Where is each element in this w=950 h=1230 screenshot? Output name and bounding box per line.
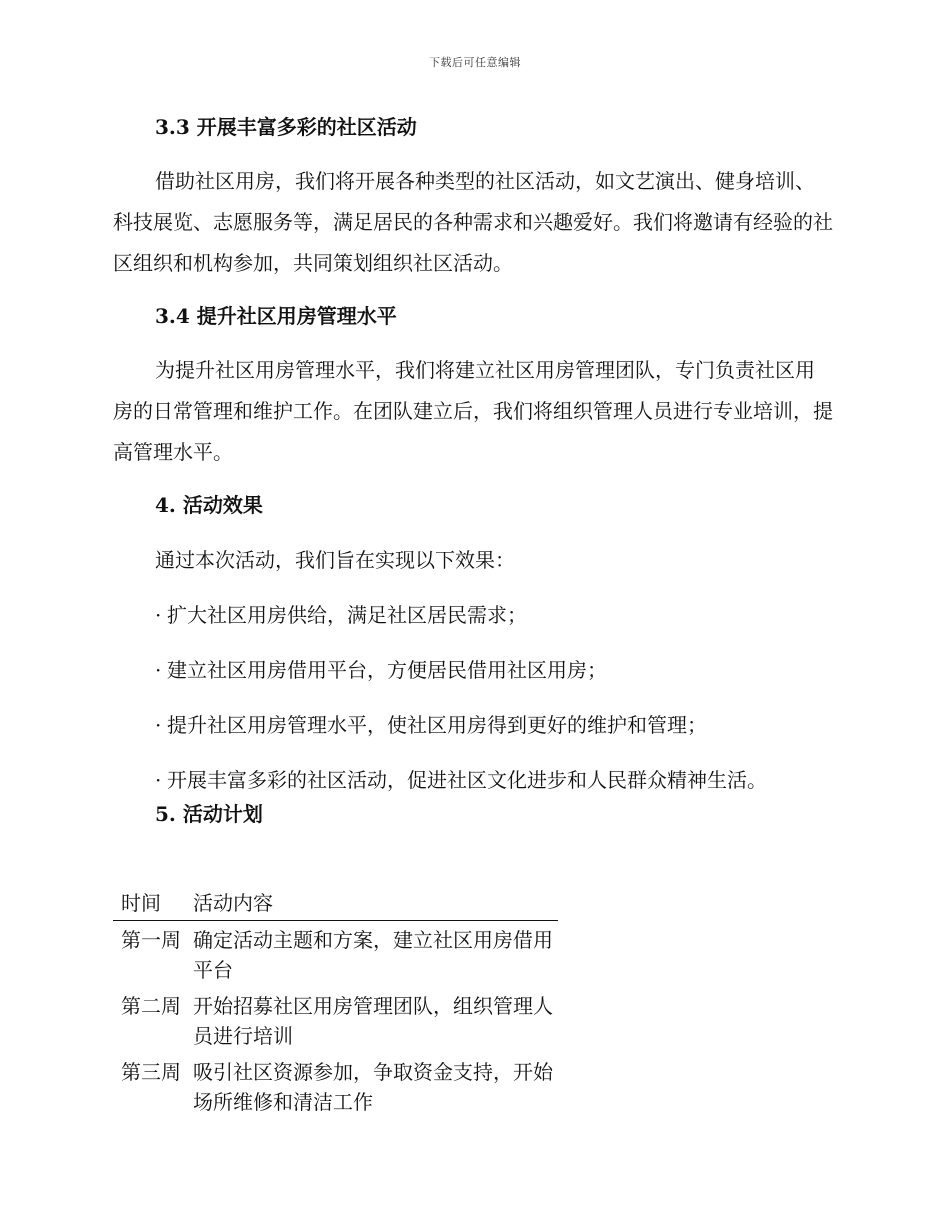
list-item: · 开展丰富多彩的社区活动，促进社区文化进步和人民群众精神生活。 [113,763,833,797]
table-header-content: 活动内容 [185,884,558,921]
table-header-time: 时间 [113,884,185,921]
effects-list [113,598,833,797]
section-4-intro: 通过本次活动，我们旨在实现以下效果： [155,548,515,572]
section-heading-3-4: 3.4 提升社区用房管理水平 [155,304,397,328]
bullet-dot: · [155,713,162,737]
table-header-row [113,884,558,921]
list-item: · 提升社区用房管理水平，使社区用房得到更好的维护和管理； [113,708,833,742]
table-row [113,1053,558,1119]
section-heading-3-3: 3.3 开展丰富多彩的社区活动 [155,115,417,139]
table-cell-time: 第三周 [121,1060,181,1084]
section-heading-4: 4. 活动效果 [155,493,263,517]
bullet-dot: · [155,658,162,682]
table-row [113,921,558,988]
section-3-3-paragraph: 借助社区用房，我们将开展各种类型的社区活动，如文艺演出、健身培训、科技展览、志愿服务等，满足居民的各种需求和兴趣爱好。我们将邀请有经验的社区组织和机构参加，共同策划组织社区活动。 [113,169,833,275]
table-cell-time: 第一周 [121,928,181,952]
section-3-4-paragraph: 为提升社区用房管理水平，我们将建立社区用房管理团队，专门负责社区用房的日常管理和维护工作。在团队建立后，我们将组织管理人员进行专业培训，提高管理水平。 [113,358,833,464]
list-item: · 建立社区用房借用平台，方便居民借用社区用房； [113,653,833,687]
table-cell-content: 开始招募社区用房管理团队，组织管理人员进行培训 [193,994,553,1048]
table-cell-time: 第二周 [121,994,181,1018]
bullet-dot: · [155,603,162,627]
list-item: · 扩大社区用房供给，满足社区居民需求； [113,598,833,632]
page-header: 下载后可任意编辑 [429,56,521,69]
table-cell-content: 吸引社区资源参加，争取资金支持，开始场所维修和清洁工作 [193,1060,553,1114]
table-row [113,987,558,1053]
activity-plan-table [113,884,558,1119]
table-cell-content: 确定活动主题和方案，建立社区用房借用平台 [193,928,553,982]
section-heading-5: 5. 活动计划 [155,802,263,826]
bullet-dot: · [155,768,162,792]
document-body [113,110,833,831]
